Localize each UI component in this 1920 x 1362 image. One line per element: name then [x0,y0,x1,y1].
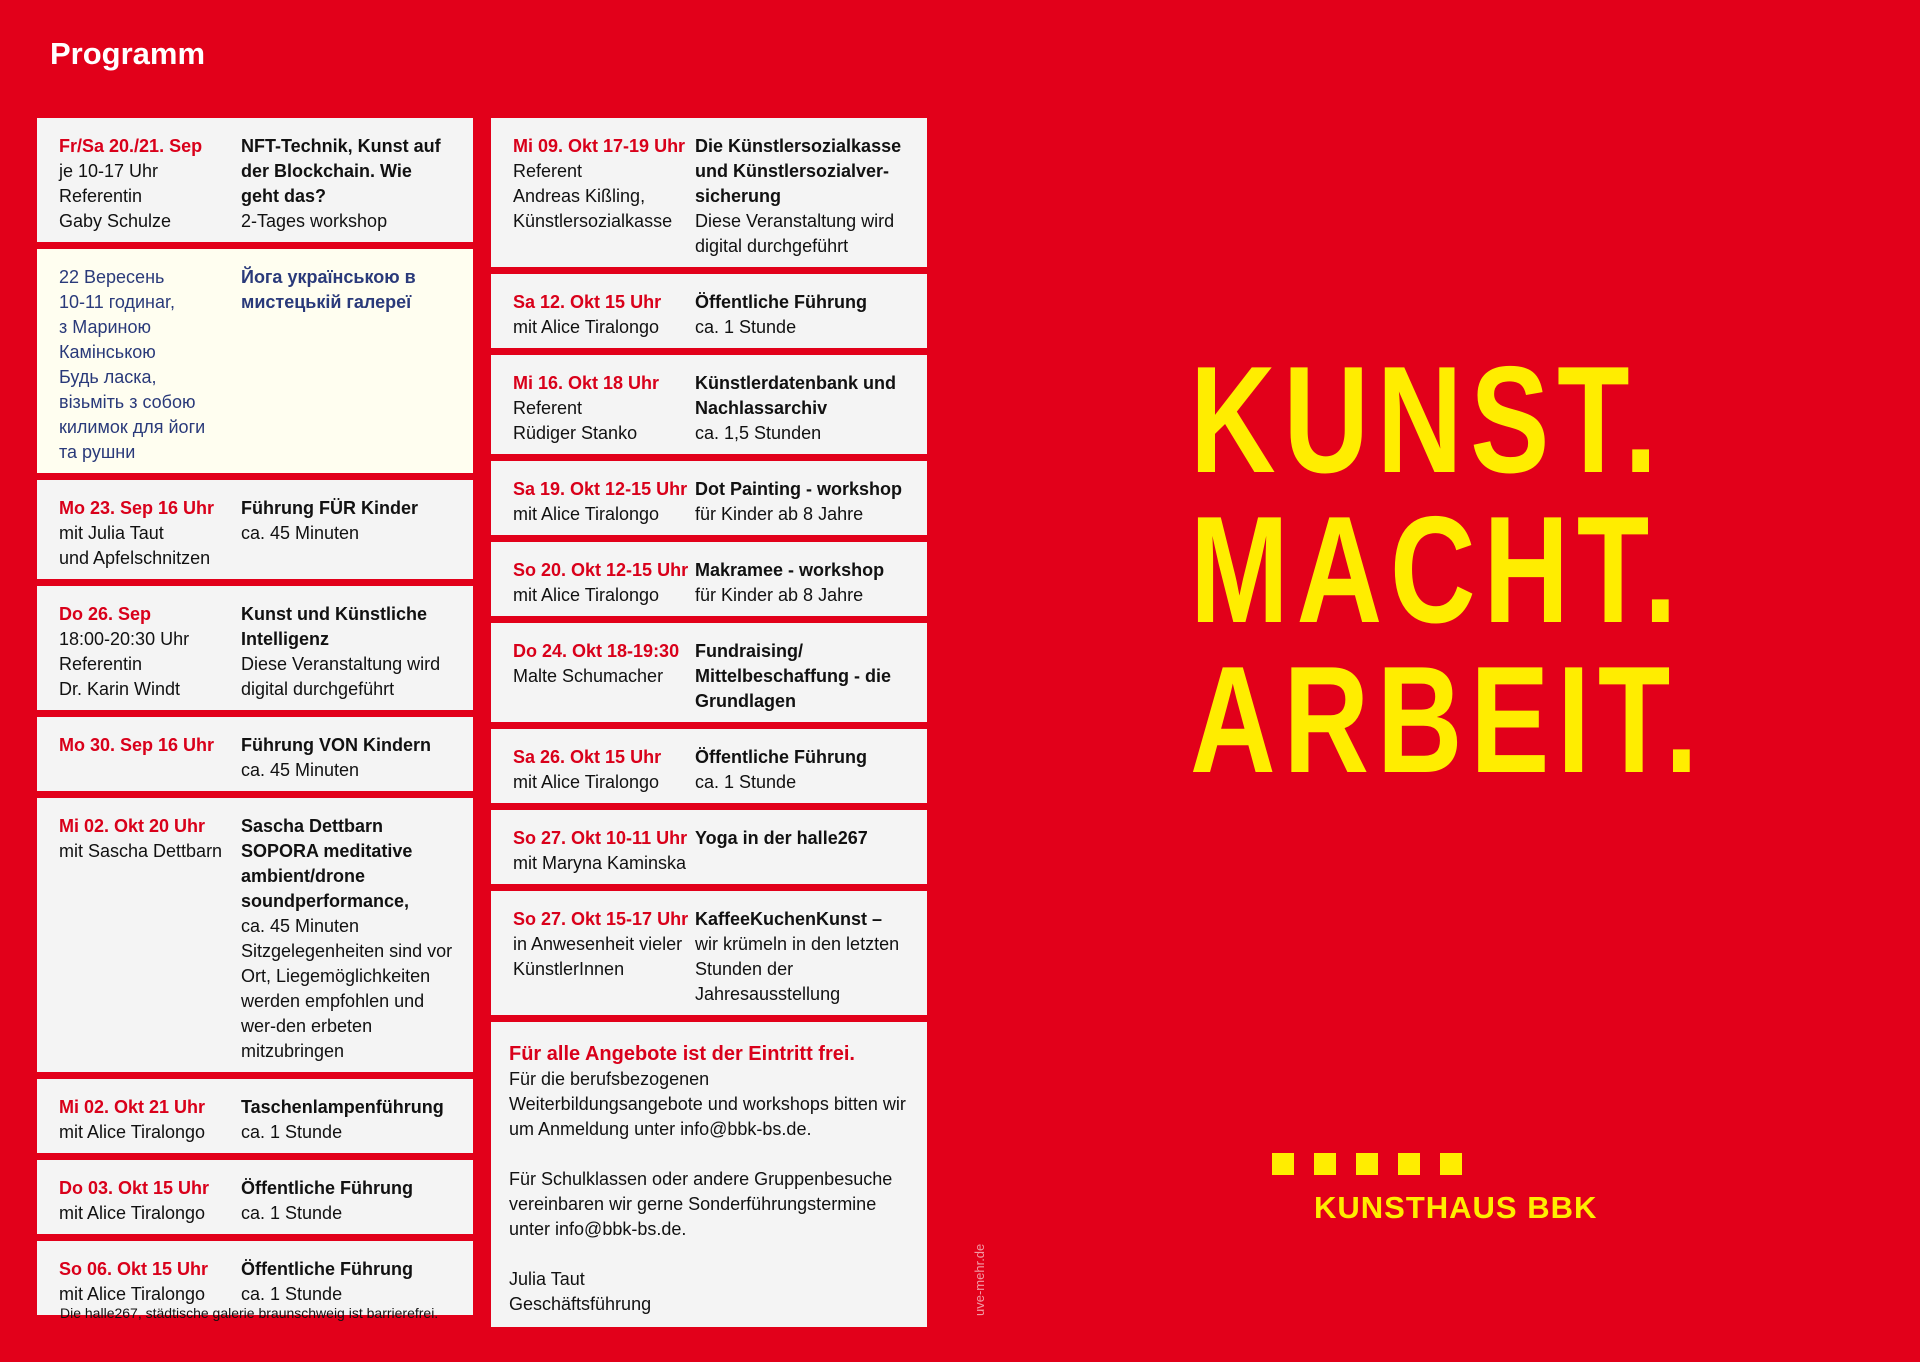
event-card [491,542,927,616]
event-date: Sa 26. Okt 15 Uhr [513,747,662,767]
event-when [59,265,241,465]
event-description: ca. 45 Minuten [241,760,360,780]
slogan-line: MACHT. [1190,485,1685,655]
event-card [491,623,927,722]
event-description: für Kinder ab 8 Jahre [695,504,864,524]
slogan [1190,335,1706,805]
event-detail: Dr. Karin Windt [59,679,181,699]
event-detail: Камінською [59,342,156,362]
event-detail: візьміть з собою [59,392,196,412]
registration-text: Für die berufsbezogenen Weiterbildungsangebote und workshops bitten wir um Anmeldung unter info@bbk-bs.de. [509,1069,906,1139]
event-when [513,371,695,446]
logo-dot [1398,1153,1420,1175]
event-description: wir krümeln in den letzten Stunden der Jahresausstellung [695,934,900,1004]
event-when [59,134,241,234]
event-description: ca. 45 Minuten [241,523,360,543]
event-when [513,907,695,1007]
event-title: Йога українською в мистецькій галереї [241,267,416,312]
event-what [695,290,907,340]
slogan-line: ARBEIT. [1190,635,1706,805]
event-when [513,826,695,876]
event-card [37,118,473,242]
event-title: KaffeeKuchenKunst – [695,909,883,929]
event-detail: Rüdiger Stanko [513,423,638,443]
event-when [513,134,695,259]
event-title: Künstlerdatenbank und Nachlassarchiv [695,373,897,418]
event-what [695,477,907,527]
event-date: Mi 02. Okt 20 Uhr [59,816,206,836]
event-when [513,745,695,795]
event-date: So 06. Okt 15 Uhr [59,1259,209,1279]
event-what [241,1257,453,1307]
event-title: Öffentliche Führung [695,747,867,767]
event-detail: mit Maryna Kaminska [513,853,687,873]
event-date: So 27. Okt 10-11 Uhr [513,828,688,848]
event-detail: mit Julia Taut [59,523,164,543]
event-card [491,118,927,267]
event-card [37,1079,473,1153]
group-visits-text: Für Schulklassen oder andere Gruppenbesuche vereinbaren wir gerne Sonderführungstermine unter info@bbk-bs.de. [509,1169,893,1239]
event-list [491,118,927,1015]
event-what [241,1176,453,1226]
event-description: ca. 1,5 Stunden [695,423,822,443]
event-when [513,477,695,527]
event-title: Die Künstlersozialkasse und Künstlersozialver-sicherung [695,136,902,206]
event-date: Do 26. Sep [59,604,152,624]
event-detail: Referent [513,398,583,418]
event-date: Mi 09. Okt 17-19 Uhr [513,136,686,156]
event-card [37,1160,473,1234]
event-detail: in Anwesenheit vieler [513,934,683,954]
event-detail: mit Alice Tiralongo [513,585,660,605]
event-card [491,461,927,535]
event-title: Führung FÜR Kinder [241,498,418,518]
event-detail: mit Alice Tiralongo [513,772,660,792]
event-what [241,496,453,571]
info-box [491,1022,927,1327]
event-detail: Gaby Schulze [59,211,172,231]
program-column-right [491,118,927,1334]
event-detail: mit Alice Tiralongo [59,1122,206,1142]
event-detail: Künstlersozialkasse [513,211,673,231]
event-title: Öffentliche Führung [695,292,867,312]
logo-dot [1356,1153,1378,1175]
event-card [491,729,927,803]
event-description: Diese Veranstaltung wird digital durchgeführt [695,211,895,256]
event-card [37,717,473,791]
event-card [491,274,927,348]
event-date: So 20. Okt 12-15 Uhr [513,560,689,580]
slogan-line: KUNST. [1190,335,1665,505]
event-date: So 27. Okt 15-17 Uhr [513,909,689,929]
event-what [695,558,907,608]
event-date: Fr/Sa 20./21. Sep [59,136,203,156]
event-description: ca. 1 Stunde [241,1122,343,1142]
event-date: Mo 30. Sep 16 Uhr [59,735,215,755]
event-date: 22 Вересень [59,267,165,287]
event-when [513,290,695,340]
event-card [37,1241,473,1315]
event-card [37,586,473,710]
logo-dot [1272,1153,1294,1175]
event-title: Dot Painting - workshop [695,479,902,499]
event-title: Sascha Dettbarn SOPORA meditative ambient/drone soundperformance, [241,816,413,911]
event-title: Führung VON Kindern [241,735,431,755]
event-when [59,814,241,1064]
event-description: Diese Veranstaltung wird digital durchgeführt [241,654,441,699]
event-detail: KünstlerInnen [513,959,625,979]
event-when [59,1176,241,1226]
event-title: Kunst und Künstliche Intelligenz [241,604,427,649]
program-column-left [37,118,473,1322]
event-detail: Referentin [59,186,143,206]
event-what [695,134,907,259]
event-title: Yoga in der halle267 [695,828,868,848]
signature-name: Julia Taut [509,1269,585,1289]
event-detail: 18:00-20:30 Uhr [59,629,190,649]
event-title: Öffentliche Führung [241,1259,413,1279]
event-date: Sa 12. Okt 15 Uhr [513,292,662,312]
event-detail: Andreas Kißling, [513,186,646,206]
event-detail: mit Alice Tiralongo [59,1284,206,1304]
event-detail: Будь ласка, [59,367,157,387]
event-what [241,733,453,783]
event-description: ca. 1 Stunde [241,1203,343,1223]
event-date: Do 03. Okt 15 Uhr [59,1178,210,1198]
event-detail: mit Alice Tiralongo [513,504,660,524]
event-description: ca. 1 Stunde [695,317,797,337]
event-detail: Malte Schumacher [513,666,664,686]
event-card [37,798,473,1072]
event-detail: килимок для йоги [59,417,206,437]
event-title: Öffentliche Führung [241,1178,413,1198]
event-detail: je 10-17 Uhr [59,161,159,181]
event-when [59,602,241,702]
event-what [241,134,453,234]
event-what [241,265,453,465]
event-detail: Referent [513,161,583,181]
free-entry-notice: Für alle Angebote ist der Eintritt frei. [509,1043,855,1065]
event-date: Mi 16. Okt 18 Uhr [513,373,660,393]
event-when [513,639,695,714]
event-what [241,602,453,702]
event-what [241,1095,453,1145]
event-description: ca. 1 Stunde [241,1284,343,1304]
event-card [491,810,927,884]
event-when [59,496,241,571]
event-description: Sitzgelegenheiten sind vor Ort, Liegemöglichkeiten werden empfohlen und wer-den erbeten mitzubringen [241,941,453,1061]
event-card [491,891,927,1015]
event-description: ca. 1 Stunde [695,772,797,792]
event-what [241,814,453,1064]
event-title: Taschenlampenführung [241,1097,444,1117]
event-date: Mi 02. Okt 21 Uhr [59,1097,206,1117]
event-detail: з Мариною [59,317,151,337]
event-what [695,826,907,876]
event-what [695,371,907,446]
event-card [37,249,473,473]
event-card [37,480,473,579]
event-detail: mit Sascha Dettbarn [59,841,223,861]
event-detail: mit Alice Tiralongo [59,1203,206,1223]
design-credit: uve-mehr.de [972,1243,987,1316]
event-what [695,907,907,1007]
event-detail: та рушни [59,442,136,462]
signature-role: Geschäftsführung [509,1294,652,1314]
page-title: Programm [50,36,206,71]
logo-dot [1440,1153,1462,1175]
event-date: Do 24. Okt 18-19:30 [513,641,680,661]
event-description: für Kinder ab 8 Jahre [695,585,864,605]
event-title: NFT-Technik, Kunst auf der Blockchain. Wie geht das? [241,136,441,206]
event-what [695,639,907,714]
event-card [491,355,927,454]
event-detail: und Apfelschnitzen [59,548,211,568]
logo-dots [1272,1153,1462,1175]
event-detail: Referentin [59,654,143,674]
event-when [59,1257,241,1307]
event-detail: 10-11 годинаr, [59,292,175,312]
event-detail: mit Alice Tiralongo [513,317,660,337]
event-when [59,733,241,783]
brand-name: KUNSTHAUS BBK [1314,1190,1598,1225]
event-description: ca. 45 Minuten [241,916,360,936]
event-date: Sa 19. Okt 12-15 Uhr [513,479,688,499]
event-description: 2-Tages workshop [241,211,388,231]
event-when [513,558,695,608]
logo-dot [1314,1153,1336,1175]
event-what [695,745,907,795]
event-title: Fundraising/ Mittelbeschaffung - die Grundlagen [695,641,892,711]
accessibility-note: Die halle267, städtische galerie braunschweig ist barrierefrei. [60,1305,439,1321]
event-date: Mo 23. Sep 16 Uhr [59,498,215,518]
event-title: Makramee - workshop [695,560,885,580]
event-when [59,1095,241,1145]
